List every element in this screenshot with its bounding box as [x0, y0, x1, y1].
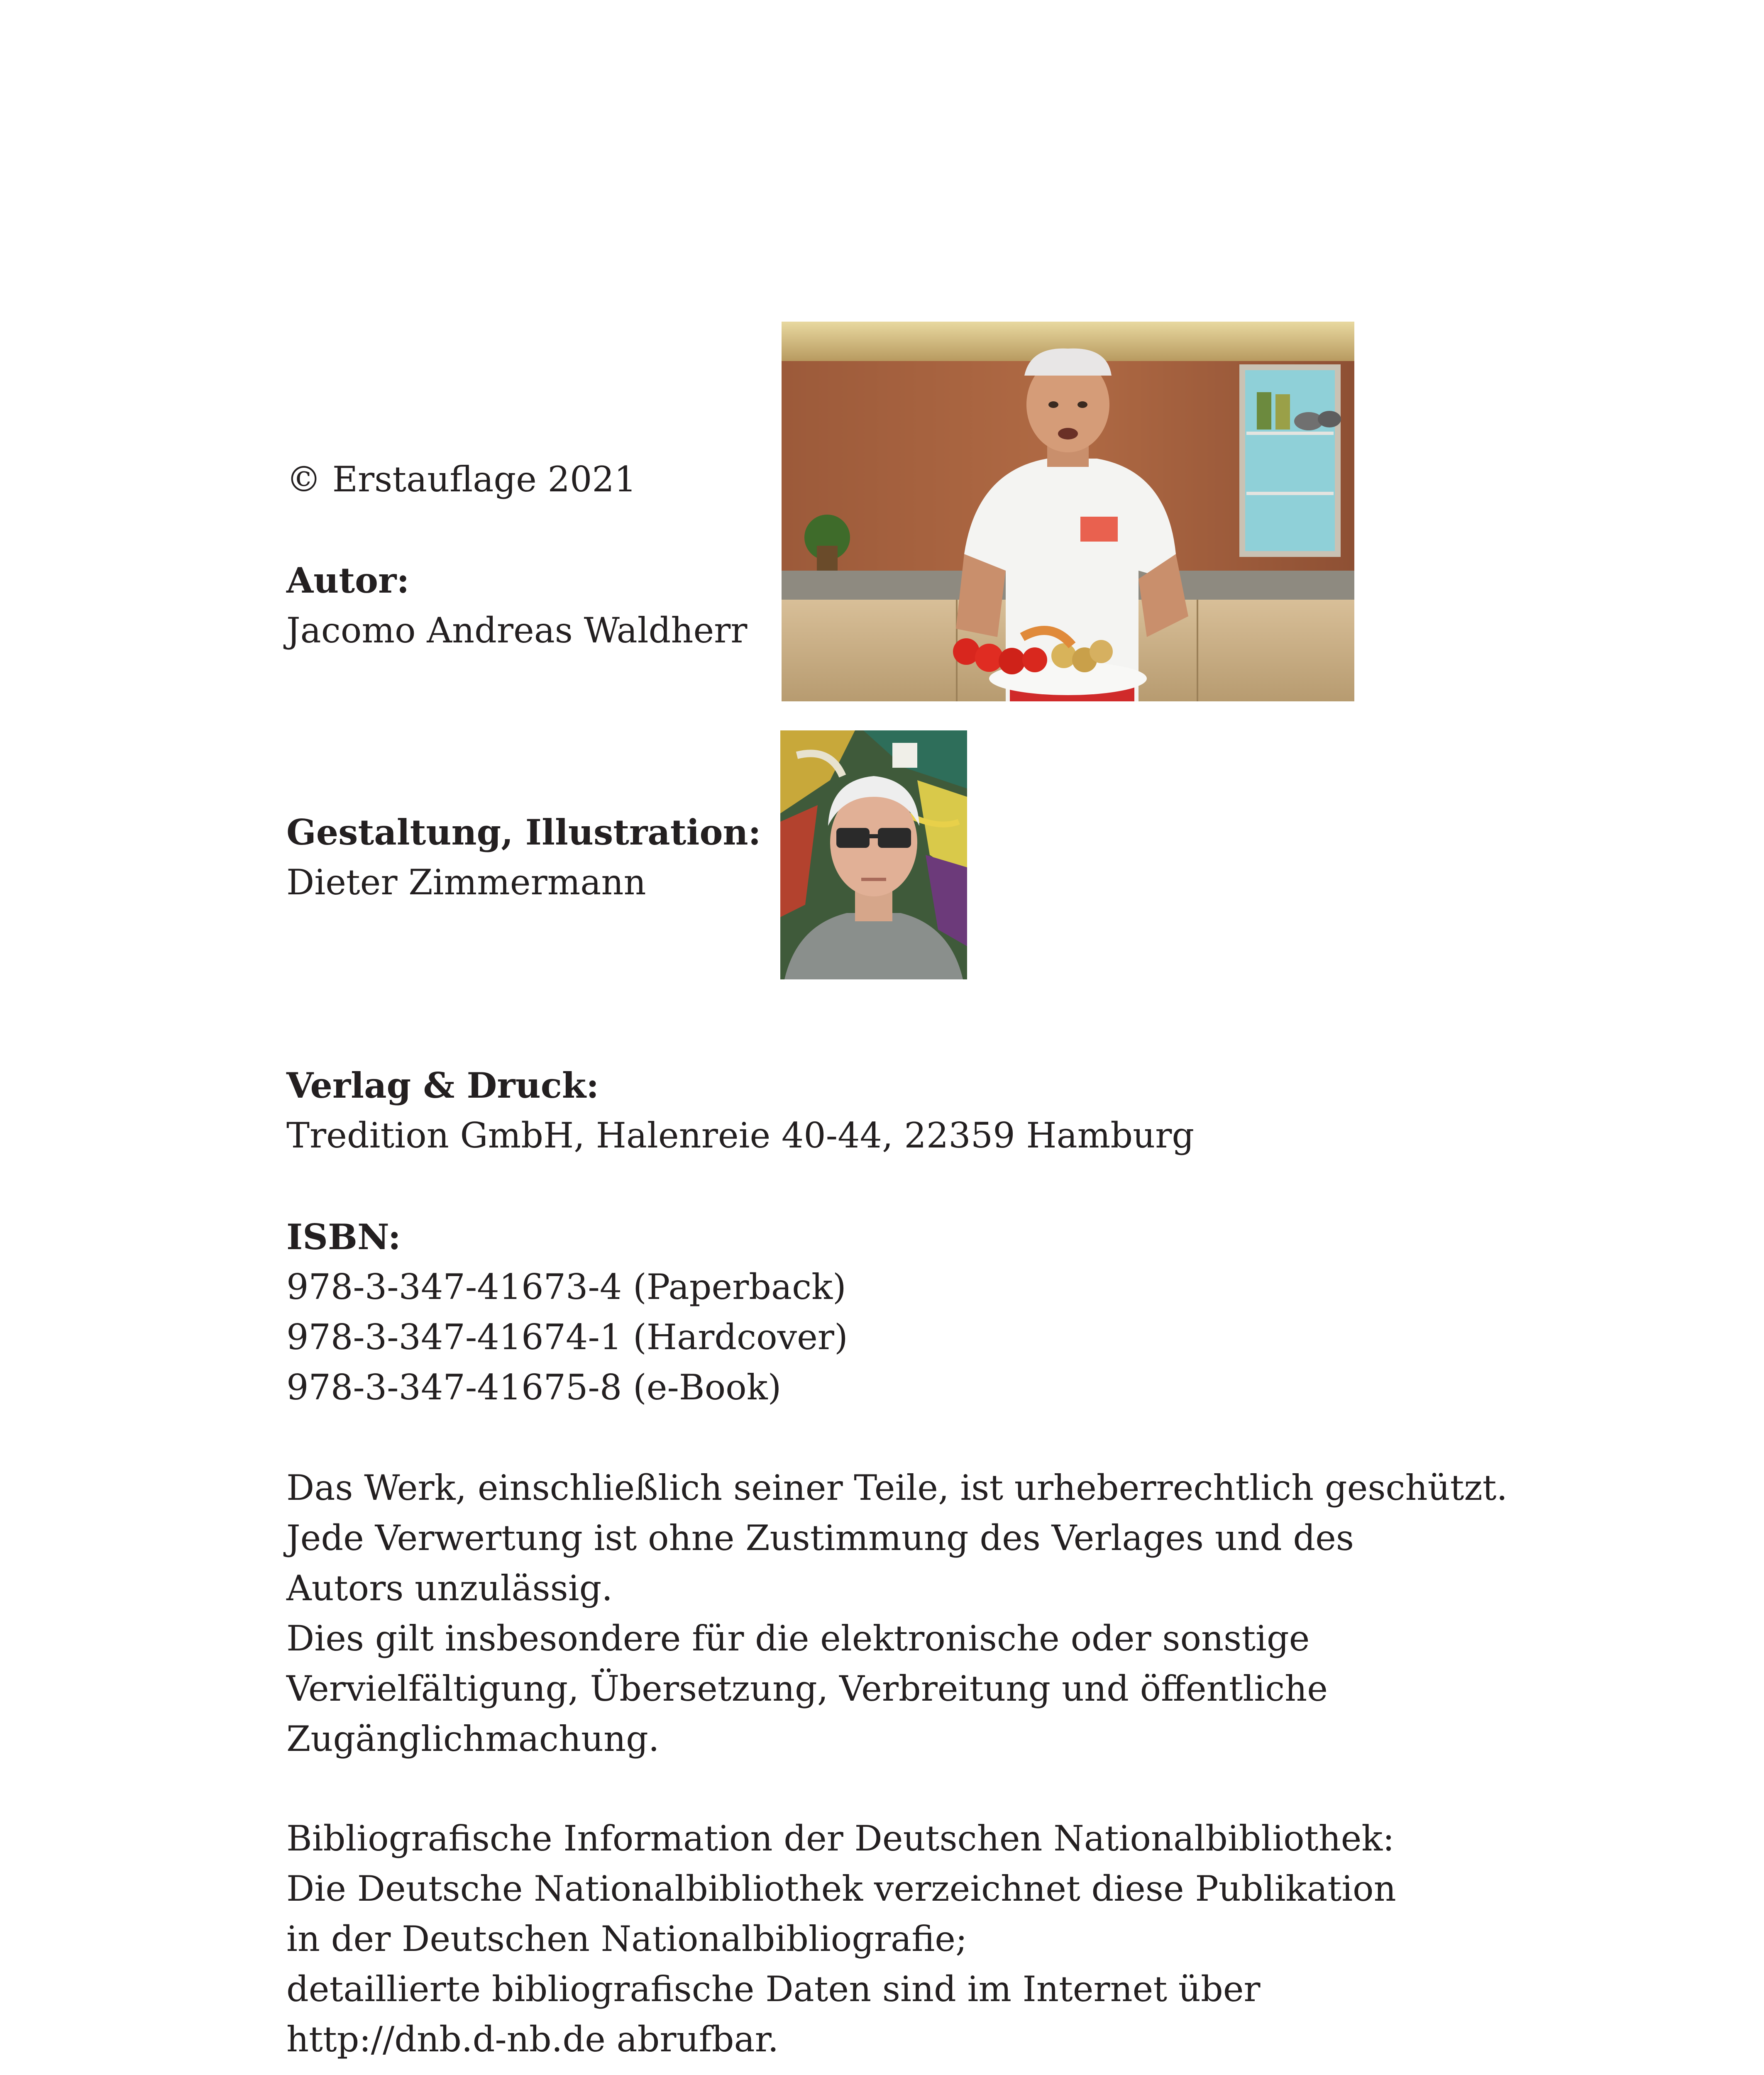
design-label: Gestaltung, Illustration: — [286, 812, 761, 853]
isbn-block — [286, 1212, 848, 1413]
isbn-hardcover: 978-3-347-41674-1 (Hardcover) — [286, 1317, 848, 1357]
bibliography-link-line: http://dnb.d-nb.de abrufbar. — [286, 2019, 779, 2060]
publisher-block — [286, 1060, 1194, 1161]
rights-line: Das Werk, einschließlich seiner Teile, ist urheberrechtlich geschützt. — [286, 1467, 1508, 1508]
bibliography-line: Die Deutsche Nationalbibliothek verzeichnet diese Publikation — [286, 1868, 1396, 1909]
author-name: Jacomo Andreas Waldherr — [286, 610, 748, 651]
rights-line: Jede Verwertung ist ohne Zustimmung des Verlages und des — [286, 1518, 1354, 1558]
author-label: Autor: — [286, 560, 410, 601]
rights-line: Zugänglichmachung. — [286, 1719, 660, 1759]
design-name: Dieter Zimmermann — [286, 862, 646, 903]
bibliography-line: detaillierte bibliografische Daten sind im Internet über — [286, 1969, 1261, 2009]
rights-line: Vervielfältigung, Übersetzung, Verbreitung und öffentliche — [286, 1668, 1328, 1709]
designer-photo — [780, 730, 967, 979]
publisher-label: Verlag & Druck: — [286, 1065, 599, 1106]
author-photo — [782, 322, 1354, 701]
publisher-address: Tredition GmbH, Halenreie 40-44, 22359 Hamburg — [286, 1115, 1195, 1156]
bibliography-line: Bibliografische Information der Deutschen Nationalbibliothek: — [286, 1818, 1395, 1859]
isbn-label: ISBN: — [286, 1216, 401, 1257]
design-block — [286, 807, 761, 908]
author-block — [286, 555, 747, 656]
rights-line: Autors unzulässig. — [286, 1568, 613, 1609]
isbn-paperback: 978-3-347-41673-4 (Paperback) — [286, 1267, 846, 1307]
rights-block — [286, 1463, 1507, 1764]
rights-line: Dies gilt insbesondere für die elektronische oder sonstige — [286, 1618, 1310, 1659]
copyright-text: © Erstauflage 2021 — [286, 459, 637, 500]
isbn-ebook: 978-3-347-41675-8 (e-Book) — [286, 1367, 782, 1408]
bibliography-line: in der Deutschen Nationalbibliografie; — [286, 1919, 968, 1959]
copyright-block — [286, 454, 636, 505]
bibliography-block — [286, 1814, 1396, 2065]
